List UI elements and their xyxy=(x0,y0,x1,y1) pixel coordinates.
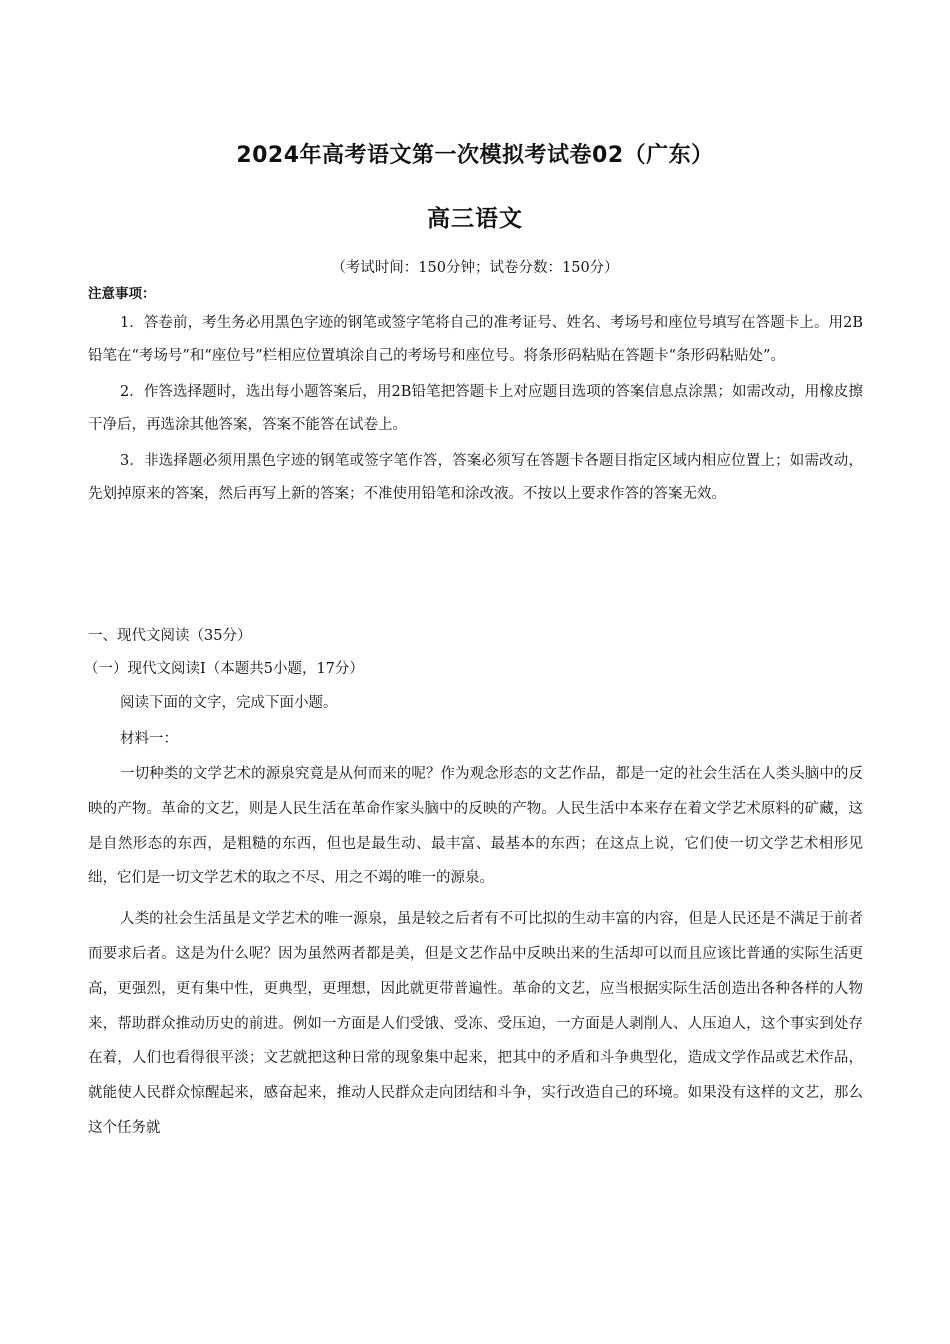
exam-subtitle: 高三语文 xyxy=(427,206,523,232)
notice-list xyxy=(88,307,863,511)
section-subheading: （一）现代文阅读Ⅰ（本题共5小题，17分） xyxy=(84,661,364,677)
material-label: 材料一： xyxy=(120,731,178,747)
material-paragraph-2: 人类的社会生活虽是文学艺术的唯一源泉，虽是较之后者有不可比拟的生动丰富的内容，但是人民还是不满足于前者而要求后者。这是为什么呢？因为虽然两者都是美，但是文艺作品中反映出来的生活却可以而且应该比普通的实际生活更高，更强烈，更有集中性，更典型，更理想，因此就更带普遍性。革命的文艺，应当根据实际生活创造出各种各样的人物来，帮助群众推动历史的前进。例如一方面是人们受饿、受冻、受压迫，一方面是人剥削人、人压迫人，这个事实到处存在着，人们也看得很平淡；文艺就把这种日常的现象集中起来，把其中的矛盾和斗争典型化，造成文学作品或艺术作品，就能使人民群众惊醒起来，感奋起来，推动人民群众走向团结和斗争，实行改造自己的环境。如果没有这样的文艺，那么这个任务就 xyxy=(88,911,863,1136)
material-text xyxy=(88,757,863,1146)
material-paragraph-1: 一切种类的文学艺术的源泉究竟是从何而来的呢？作为观念形态的文艺作品，都是一定的社会生活在人类头脑中的反映的产物。革命的文艺，则是人民生活在革命作家头脑中的反映的产物。人民生活中本来存在着文学艺术原料的矿藏，这是自然形态的东西，是粗糙的东西，但也是最生动、最丰富、最基本的东西；在这点上说，它们使一切文学艺术相形见绌，它们是一切文学艺术的取之不尽、用之不竭的唯一的源泉。 xyxy=(88,766,863,887)
exam-time-score-info: （考试时间：150分钟；试卷分数：150分） xyxy=(331,260,619,276)
exam-title: 2024年高考语文第一次模拟考试卷02（广东） xyxy=(236,143,714,168)
notice-item-2: 2．作答选择题时，选出每小题答案后，用2B铅笔把答题卡上对应题目选项的答案信息点涂黑；如需改动，用橡皮擦干净后，再选涂其他答案，答案不能答在试卷上。 xyxy=(88,384,863,433)
notice-heading: 注意事项： xyxy=(88,286,156,302)
notice-item-1: 1．答卷前，考生务必用黑色字迹的钢笔或签字笔将自己的准考证号、姓名、考场号和座位号填写在答题卡上。用2B铅笔在“考场号”和“座位号”栏相应位置填涂自己的考场号和座位号。将条形码粘贴在答题卡“条形码粘贴处”。 xyxy=(88,315,863,364)
notice-item-3: 3．非选择题必须用黑色字迹的钢笔或签字笔作答，答案必须写在答题卡各题目指定区域内相应位置上；如需改动，先划掉原来的答案，然后再写上新的答案；不准使用铅笔和涂改液。不按以上要求作答的答案无效。 xyxy=(88,453,863,502)
section-heading: 一、现代文阅读（35分） xyxy=(88,628,252,644)
reading-instruction: 阅读下面的文字，完成下面小题。 xyxy=(120,695,338,711)
